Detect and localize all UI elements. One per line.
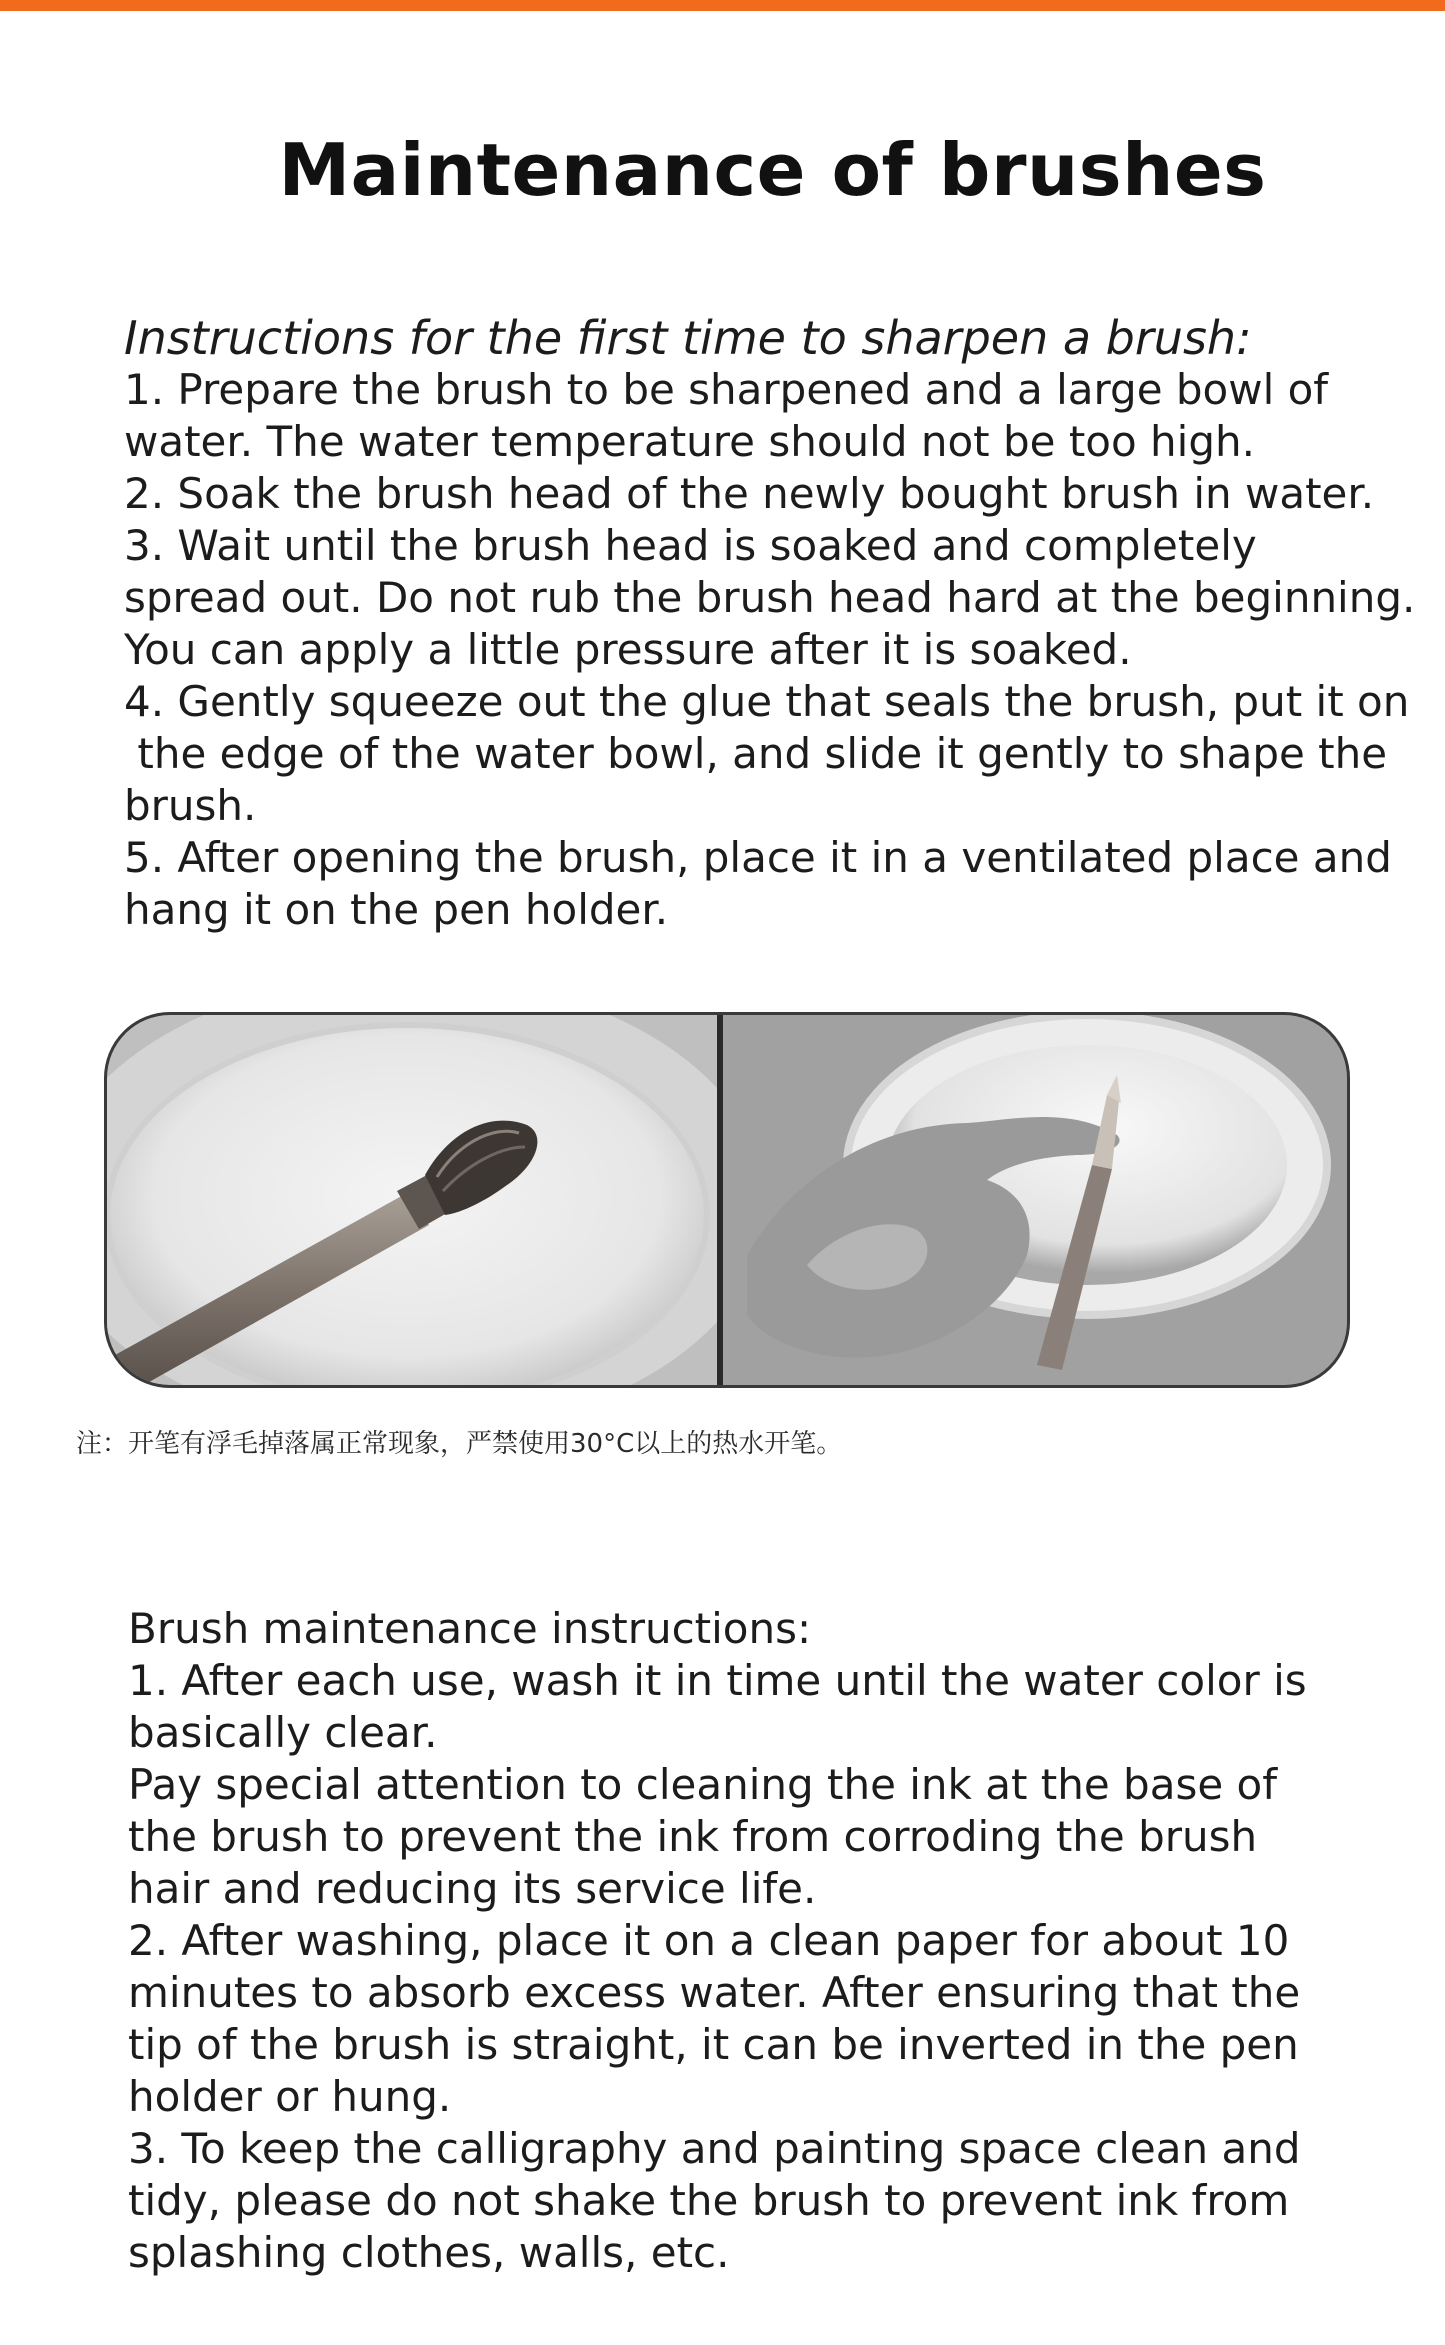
maintenance-line: minutes to absorb excess water. After ensuring that the [128,1968,1301,2017]
maintenance-line: holder or hung. [128,2072,452,2121]
brush-photo-strip [104,1012,1350,1388]
maintenance-line: tip of the brush is straight, it can be inverted in the pen [128,2020,1299,2069]
maintenance-line: tidy, please do not shake the brush to prevent ink from [128,2176,1290,2225]
first-time-instructions [124,312,1415,936]
maintenance-heading: Brush maintenance instructions: [128,1604,812,1653]
first-time-line: 2. Soak the brush head of the newly bought brush in water. [124,469,1375,518]
page-title: Maintenance of brushes [278,128,1267,212]
first-time-line: hang it on the pen holder. [124,885,669,934]
maintenance-instructions [128,1603,1307,2279]
maintenance-line: basically clear. [128,1708,438,1757]
first-time-line: brush. [124,781,257,830]
maintenance-line: hair and reducing its service life. [128,1864,817,1913]
first-time-line: the edge of the water bowl, and slide it gently to shape the [124,729,1388,778]
chinese-note: 注：开笔有浮毛掉落属正常现象，严禁使用30°C以上的热水开笔。 [76,1429,843,1459]
first-time-line: spread out. Do not rub the brush head hard at the beginning. [124,573,1416,622]
first-time-line: 5. After opening the brush, place it in a ventilated place and [124,833,1392,882]
maintenance-line: Pay special attention to cleaning the ink at the base of [128,1760,1278,1809]
brush-photos [107,1015,1347,1385]
maintenance-line: the brush to prevent the ink from corroding the brush [128,1812,1258,1861]
top-accent-bar [0,0,1445,11]
maintenance-line: 1. After each use, wash it in time until the water color is [128,1656,1307,1705]
first-time-line: 4. Gently squeeze out the glue that seals the brush, put it on [124,677,1410,726]
first-time-line: water. The water temperature should not be too high. [124,417,1255,466]
maintenance-line: 3. To keep the calligraphy and painting space clean and [128,2124,1301,2173]
maintenance-line: 2. After washing, place it on a clean paper for about 10 [128,1916,1290,1965]
first-time-line: 3. Wait until the brush head is soaked and completely [124,521,1257,570]
first-time-line: You can apply a little pressure after it is soaked. [124,625,1132,674]
right-photo [723,1015,1347,1385]
first-time-heading: Instructions for the first time to sharpen a brush: [124,311,1252,365]
maintenance-line: splashing clothes, walls, etc. [128,2228,730,2277]
first-time-line: 1. Prepare the brush to be sharpened and a large bowl of [124,365,1329,414]
left-photo [107,1015,767,1385]
